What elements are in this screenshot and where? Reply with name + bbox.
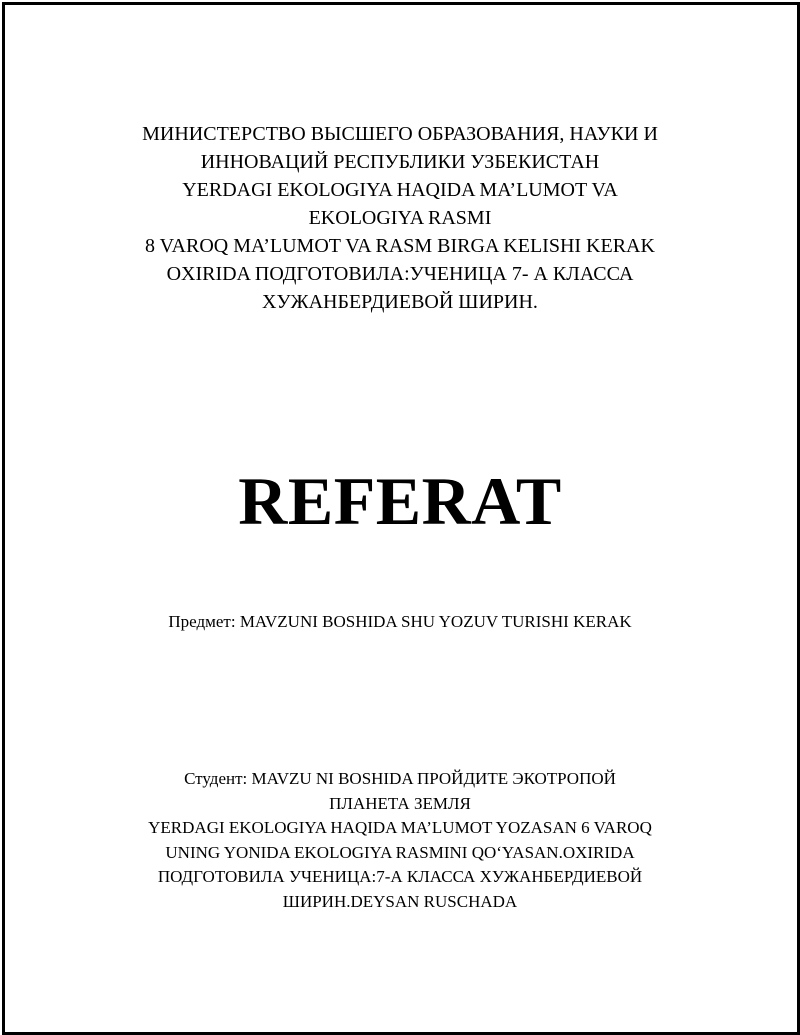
student-line: YERDAGI EKOLOGIYA HAQIDA MA’LUMOT YOZASAN 6 VAROQ [148, 818, 652, 837]
header-line: ХУЖАНБЕРДИЕВОЙ ШИРИН. [262, 291, 538, 313]
ministry-header [0, 120, 800, 316]
header-line: YERDAGI EKOLOGIYA HAQIDA MA’LUMOT VA [182, 179, 618, 201]
student-line: Студент: MAVZU NI BOSHIDA ПРОЙДИТЕ ЭКОТРОПОЙ [184, 769, 616, 788]
subject-line: Предмет: MAVZUNI BOSHIDA SHU YOZUV TURISHI KERAK [168, 612, 632, 631]
header-line: МИНИСТЕРСТВО ВЫСШЕГО ОБРАЗОВАНИЯ, НАУКИ И [142, 123, 658, 145]
header-line: OXIRIDA ПОДГОТОВИЛА:УЧЕНИЦА 7- А КЛАССА [166, 263, 634, 285]
header-line: ИННОВАЦИЙ РЕСПУБЛИКИ УЗБЕКИСТАН [200, 151, 600, 173]
header-line: EKOLOGIYA RASMI [308, 207, 492, 229]
student-info [0, 767, 800, 914]
header-line: 8 VAROQ MA’LUMOT VA RASM BIRGA KELISHI KERAK [145, 235, 655, 257]
student-line: UNING YONIDA EKOLOGIYA RASMINI QO‘YASAN.OXIRIDA [165, 842, 635, 862]
student-line: ПОДГОТОВИЛА УЧЕНИЦА:7-А КЛАССА ХУЖАНБЕРДИЕВОЙ [157, 867, 643, 886]
document-title: REFERAT [238, 463, 562, 539]
student-line: ШИРИН.DEYSAN RUSCHADA [282, 891, 518, 911]
student-line: ПЛАНЕТА ЗЕМЛЯ [329, 793, 471, 813]
